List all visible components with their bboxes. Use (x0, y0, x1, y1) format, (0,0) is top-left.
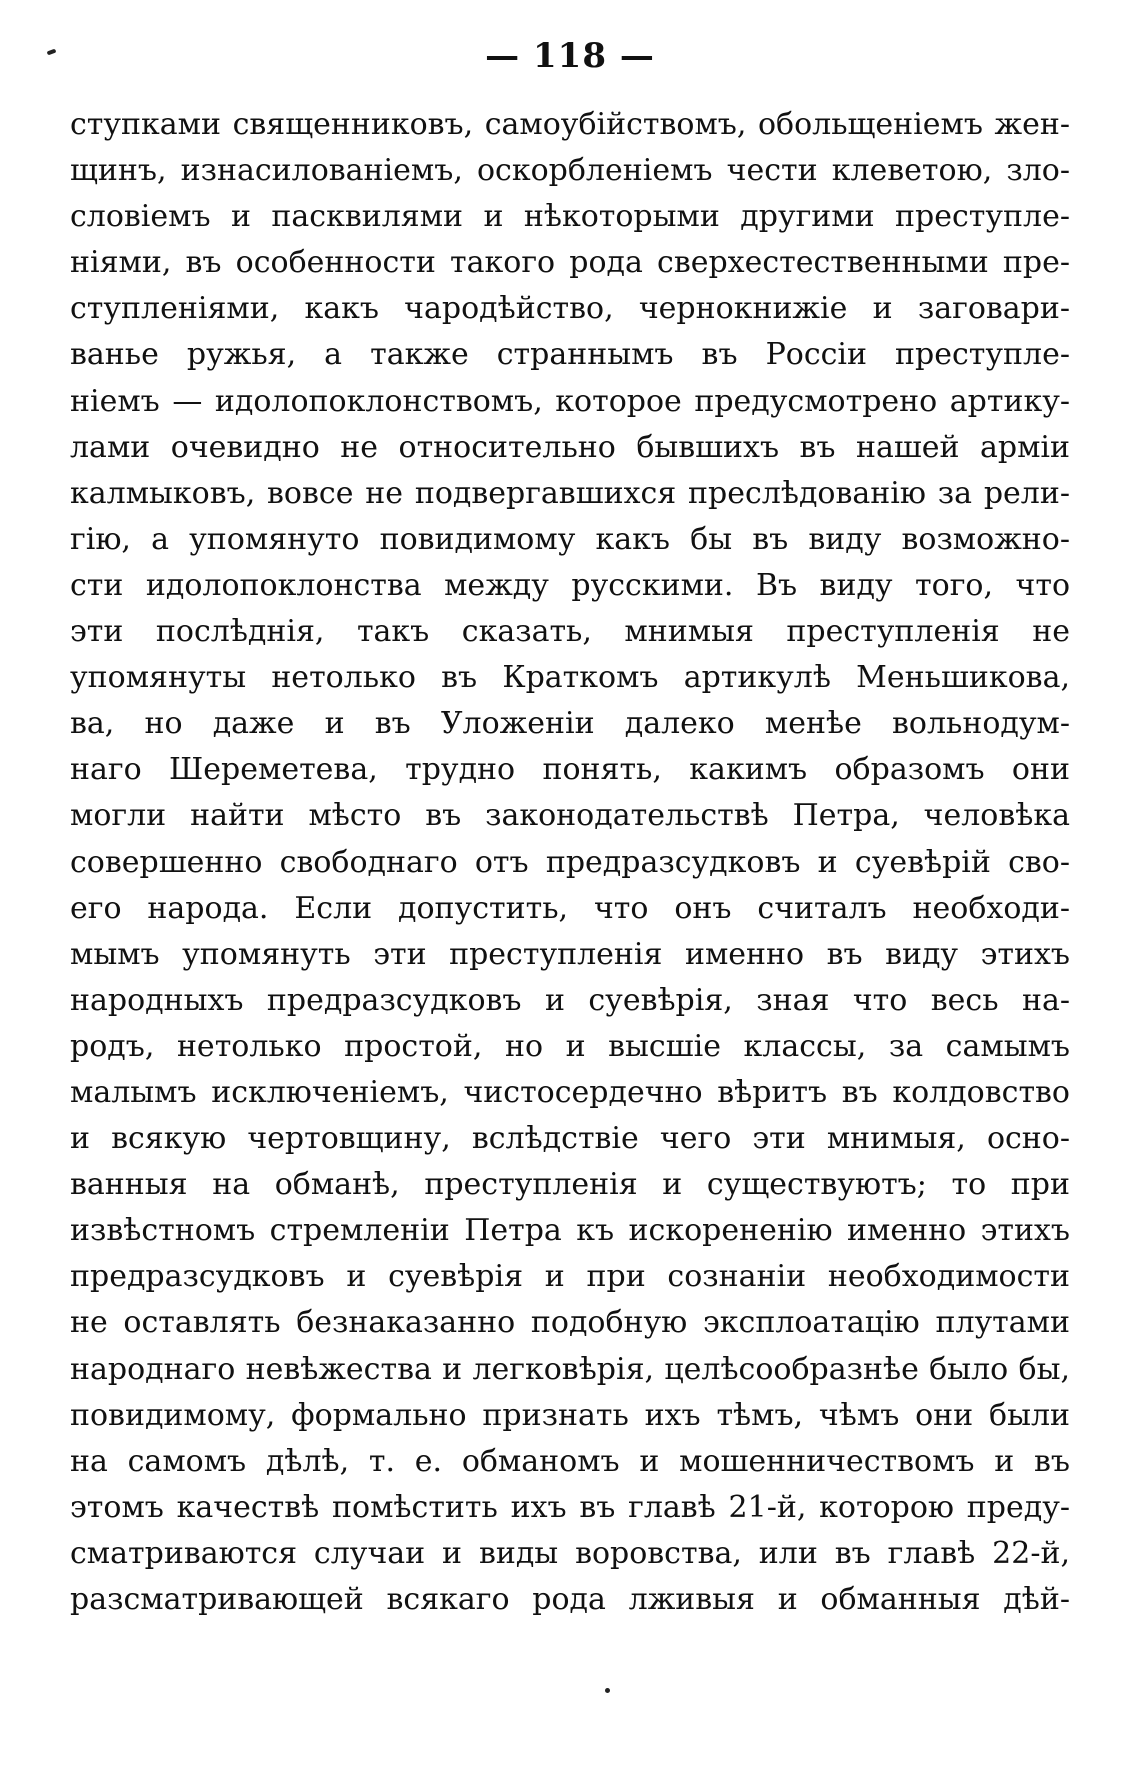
text-line: совершенно свободнаго отъ предразсудковъ и суевѣрій сво- (70, 844, 1070, 880)
text-line: сти идолопоклонства между русскими. Въ виду того, что (70, 567, 1070, 603)
text-line: ступками священниковъ, самоубійствомъ, обольщеніемъ жен- (70, 107, 1070, 142)
text-line: ніемъ — идолопоклонствомъ, которое предусмотрено артику- (70, 383, 1070, 419)
text-line: упомянуты нетолько въ Краткомъ артикулѣ Меньшикова, (70, 660, 1070, 696)
text-line: мымъ упомянуть эти преступленія именно въ виду этихъ (70, 936, 1070, 972)
text-line: его народа. Если допустить, что онъ считалъ необходи- (70, 890, 1070, 926)
ink-speck (605, 1688, 610, 1693)
text-line: этомъ качествѣ помѣстить ихъ въ главѣ 21-й, которою преду- (70, 1489, 1070, 1525)
text-line: словіемъ и пасквилями и нѣкоторыми другими преступле- (70, 199, 1070, 235)
text-line: родъ, нетолько простой, но и высшіе классы, за самымъ (70, 1028, 1070, 1064)
text-line: лами очевидно не относительно бывшихъ въ нашей арміи (70, 429, 1070, 465)
text-line: и всякую чертовщину, вслѣдствіе чего эти мнимыя, осно- (70, 1121, 1070, 1157)
text-line: не оставлять безнаказанно подобную эксплоатацію плутами (70, 1305, 1070, 1341)
text-line: ванье ружья, а также страннымъ въ Россіи преступле- (70, 337, 1070, 373)
text-line: могли найти мѣсто въ законодательствѣ Петра, человѣка (70, 798, 1070, 834)
text-line: эти послѣднія, такъ сказать, мнимыя преступленія не (70, 614, 1070, 650)
text-line: разсматривающей всякаго рода лживыя и обманныя дѣй- (70, 1582, 1070, 1617)
text-line: повидимому, формально признать ихъ тѣмъ, чѣмъ они были (70, 1397, 1070, 1433)
text-line: ванныя на обманѣ, преступленія и существуютъ; то при (70, 1167, 1070, 1203)
text-line: извѣстномъ стремленіи Петра къ искорененію именно этихъ (70, 1213, 1070, 1249)
text-line: предразсудковъ и суевѣрія и при сознаніи необходимости (70, 1259, 1070, 1295)
text-line: калмыковъ, вовсе не подвергавшихся преслѣдованію за рели- (70, 475, 1070, 511)
text-line: сматриваются случаи и виды воровства, или въ главѣ 22-й, (70, 1535, 1070, 1571)
text-line: наго Шереметева, трудно понять, какимъ образомъ они (70, 752, 1070, 788)
text-line: ступленіями, какъ чародѣйство, чернокнижіе и заговари- (70, 291, 1070, 327)
text-line: щинъ, изнасилованіемъ, оскорбленіемъ чести клеветою, зло- (70, 153, 1070, 189)
text-line: малымъ исключеніемъ, чистосердечно вѣритъ въ колдовство (70, 1074, 1070, 1110)
text-line: на самомъ дѣлѣ, т. е. обманомъ и мошенничествомъ и въ (70, 1443, 1070, 1479)
body-text (70, 102, 1070, 1623)
text-line: ва, но даже и въ Уложеніи далеко менѣе вольнодум- (70, 706, 1070, 742)
text-line: народныхъ предразсудковъ и суевѣрія, зная что весь на- (70, 982, 1070, 1018)
text-line: ніями, въ особенности такого рода сверхестественными пре- (70, 245, 1070, 281)
text-line: гію, а упомянуто повидимому какъ бы въ виду возможно- (70, 521, 1070, 557)
page-number: — 118 — (485, 36, 655, 76)
text-line: народнаго невѣжества и легковѣрія, целѣсообразнѣе было бы, (70, 1351, 1070, 1387)
